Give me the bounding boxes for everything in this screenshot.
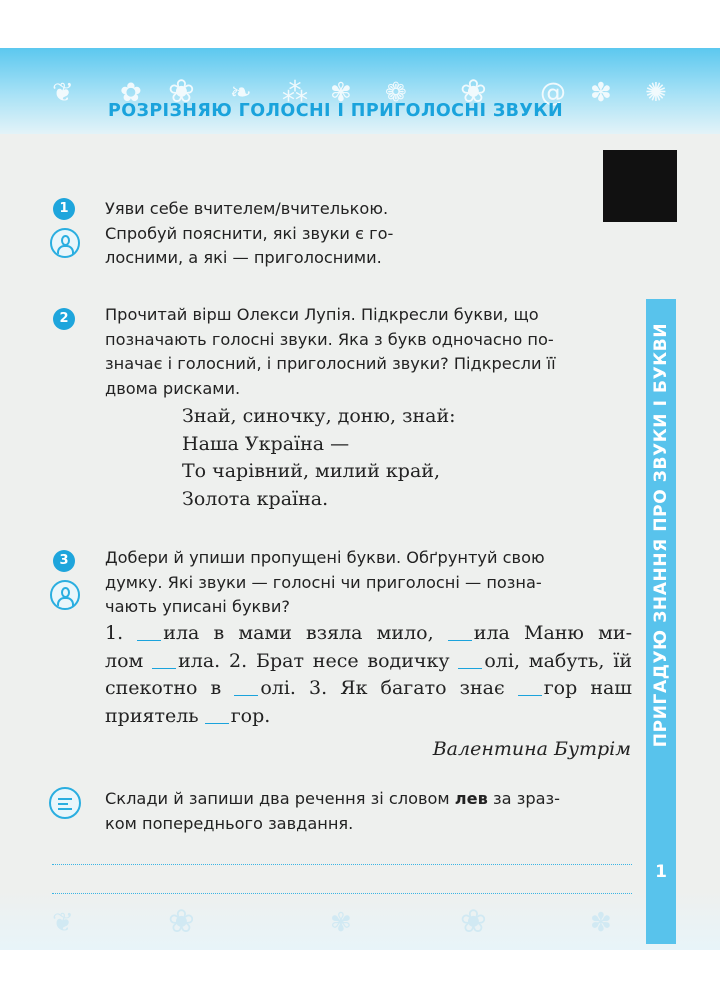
fill-in-exercise: 1. ила в мами взяла мило, ила Маню ми- лом ила. 2. Брат несе водичку олі, мабуть, їй спекотно в олі. 3. Як багато знає гор наш приятель гор. (105, 622, 632, 728)
task-number-badge: 1 (53, 198, 75, 220)
keyword: лев (454, 789, 488, 808)
blank-gap[interactable] (152, 650, 176, 669)
decorative-footer-band (0, 890, 720, 950)
poem: Знай, синочку, доню, знай: Наша Україна — То чарівний, милий край, Золота країна. (182, 405, 456, 510)
grass-ornament-icon: ❦ (52, 78, 74, 108)
plant-ornament-icon: ✾ (330, 78, 352, 108)
leaf-ornament-icon: ❁ (385, 78, 407, 108)
task-number-badge: 3 (53, 550, 75, 572)
page-number: 1 (655, 862, 667, 882)
flower-ornament-icon: ✿ (120, 78, 142, 108)
flower-ornament-icon: ✺ (645, 78, 667, 108)
blank-gap[interactable] (448, 622, 472, 641)
blank-gap[interactable] (518, 677, 542, 696)
flower-ornament-icon: ❀ (168, 902, 195, 940)
answer-line[interactable] (52, 864, 632, 865)
swirl-ornament-icon: ❧ (230, 78, 252, 108)
task-1-text: Уяви себе вчителем/вчителькою. Спробуй пояснити, які звуки є го- лосними, а які — приголосними. (105, 199, 394, 267)
task-2-text: Прочитай вірш Олекси Лупія. Підкресли букви, що позначають голосні звуки. Яка з букв одночасно по- значає і голосний, і приголосний звуки? Підкресли її двома рисками. (105, 305, 556, 398)
blank-gap[interactable] (137, 622, 161, 641)
flower-ornament-icon: ❀ (168, 72, 195, 110)
task-number-badge: 2 (53, 308, 75, 330)
blank-gap[interactable] (205, 705, 229, 724)
task-3-text: Добери й упиши пропущені букви. Обґрунтуй свою думку. Які звуки — голосні чи приголосні — позна- чають уписані букви? (105, 548, 545, 616)
task-4-text: Склади й запиши два речення зі словом лев за зраз- ком попереднього завдання. (105, 789, 560, 833)
page-title: РОЗРІЗНЯЮ ГОЛОСНІ І ПРИГОЛОСНІ ЗВУКИ (108, 101, 564, 121)
flower-ornament-icon: ❀ (460, 72, 487, 110)
qr-code[interactable] (603, 150, 677, 222)
section-title-vertical: ПРИГАДУЮ ЗНАННЯ ПРО ЗВУКИ І БУКВИ (651, 322, 671, 748)
grass-ornament-icon: ⁂ (282, 78, 308, 108)
person-helper-icon (50, 228, 80, 258)
blank-gap[interactable] (458, 650, 482, 669)
write-task-icon (49, 787, 81, 819)
blank-gap[interactable] (234, 677, 258, 696)
poem-author: Валентина Бутрім (432, 738, 631, 760)
snail-ornament-icon: @ (540, 78, 566, 108)
flower-ornament-icon: ✽ (590, 908, 612, 938)
answer-line[interactable] (52, 893, 632, 894)
decorative-header-band (0, 48, 720, 134)
flower-ornament-icon: ❀ (460, 902, 487, 940)
person-helper-icon (50, 580, 80, 610)
flower-ornament-icon: ✽ (590, 78, 612, 108)
plant-ornament-icon: ✾ (330, 908, 352, 938)
grass-ornament-icon: ❦ (52, 908, 74, 938)
